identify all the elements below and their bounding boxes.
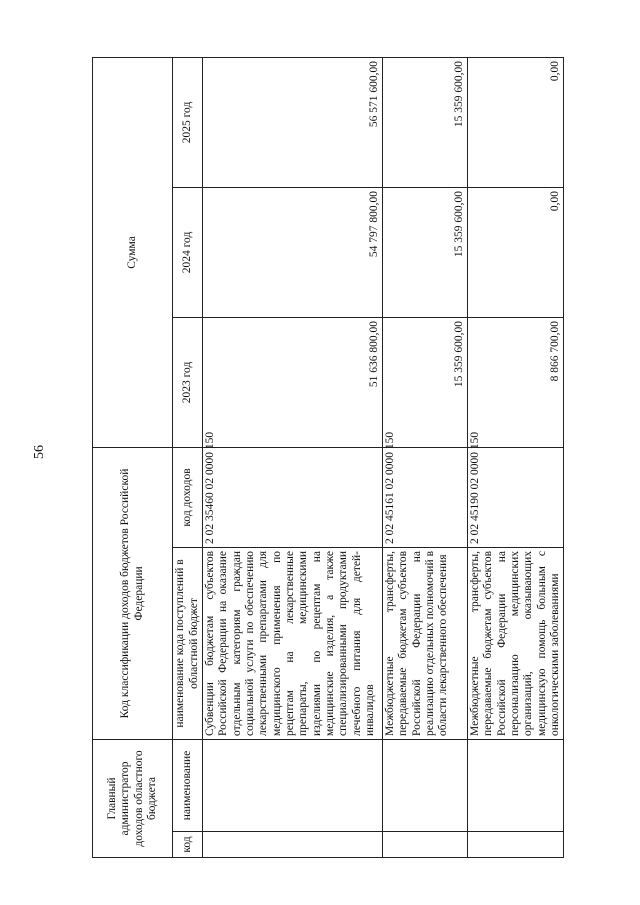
- table-row: [383, 57, 468, 857]
- header-sum-group: Сумма: [93, 57, 173, 447]
- header-admin-code: код: [173, 832, 203, 858]
- header-admin-name: наименование: [173, 739, 203, 831]
- cell-admin-name: [468, 739, 564, 831]
- table-row: [468, 57, 564, 857]
- cell-description: Субвенции бюджетам субъектов Российской Федерации на оказание отдельным категориям граждан социальной услуги по обеспечению лекарственными препаратами для медицинского применения по рецептам на лекарственные препараты, медицинскими изделиями по рецептам на медицинские изделия, а также специализированными продуктами лечебного питания для детей-инвалидов: [203, 547, 383, 739]
- cell-2024: 54 797 800,00: [203, 187, 383, 317]
- cell-income-code: 2 02 45190 02 0000 150: [468, 447, 564, 547]
- cell-admin-name: [383, 739, 468, 831]
- header-kbk-group: Код классификации доходов бюджетов Российской Федерации: [93, 447, 173, 739]
- cell-2023: 15 359 600,00: [383, 317, 468, 447]
- header-admin-group: Главный администратор доходов областного бюджета: [93, 739, 173, 857]
- cell-admin-name: [203, 739, 383, 831]
- cell-description: Межбюджетные трансферты, передаваемые бюджетам субъектов Российской Федерации на персонализацию медицинских организаций, оказывающих медицинскую помощь больным с онкологическими заболеваниями: [468, 547, 564, 739]
- cell-2025: 15 359 600,00: [383, 57, 468, 187]
- cell-2024: 15 359 600,00: [383, 187, 468, 317]
- table-row: [203, 57, 383, 857]
- cell-2023: 51 636 800,00: [203, 317, 383, 447]
- income-table: [92, 57, 564, 858]
- cell-2025: 0,00: [468, 57, 564, 187]
- cell-2024: 0,00: [468, 187, 564, 317]
- page-number: 56: [32, 445, 47, 459]
- cell-description: Межбюджетные трансферты, передаваемые бюджетам субъектов Российской Федерации на реализацию отдельных полномочий в области лекарственного обеспечения: [383, 547, 468, 739]
- cell-2023: 8 866 700,00: [468, 317, 564, 447]
- header-income-code: код доходов: [173, 447, 203, 547]
- cell-admin-code: [468, 832, 564, 858]
- header-year-2025: 2025 год: [173, 57, 203, 187]
- header-year-2024: 2024 год: [173, 187, 203, 317]
- cell-income-code: 2 02 45161 02 0000 150: [383, 447, 468, 547]
- rotated-table-container: [92, 58, 562, 858]
- cell-admin-code: [203, 832, 383, 858]
- cell-admin-code: [383, 832, 468, 858]
- header-year-2023: 2023 год: [173, 317, 203, 447]
- cell-income-code: 2 02 35460 02 0000 150: [203, 447, 383, 547]
- header-income-name: наименование кода поступлений в областной бюджет: [173, 547, 203, 739]
- cell-2025: 56 571 600,00: [203, 57, 383, 187]
